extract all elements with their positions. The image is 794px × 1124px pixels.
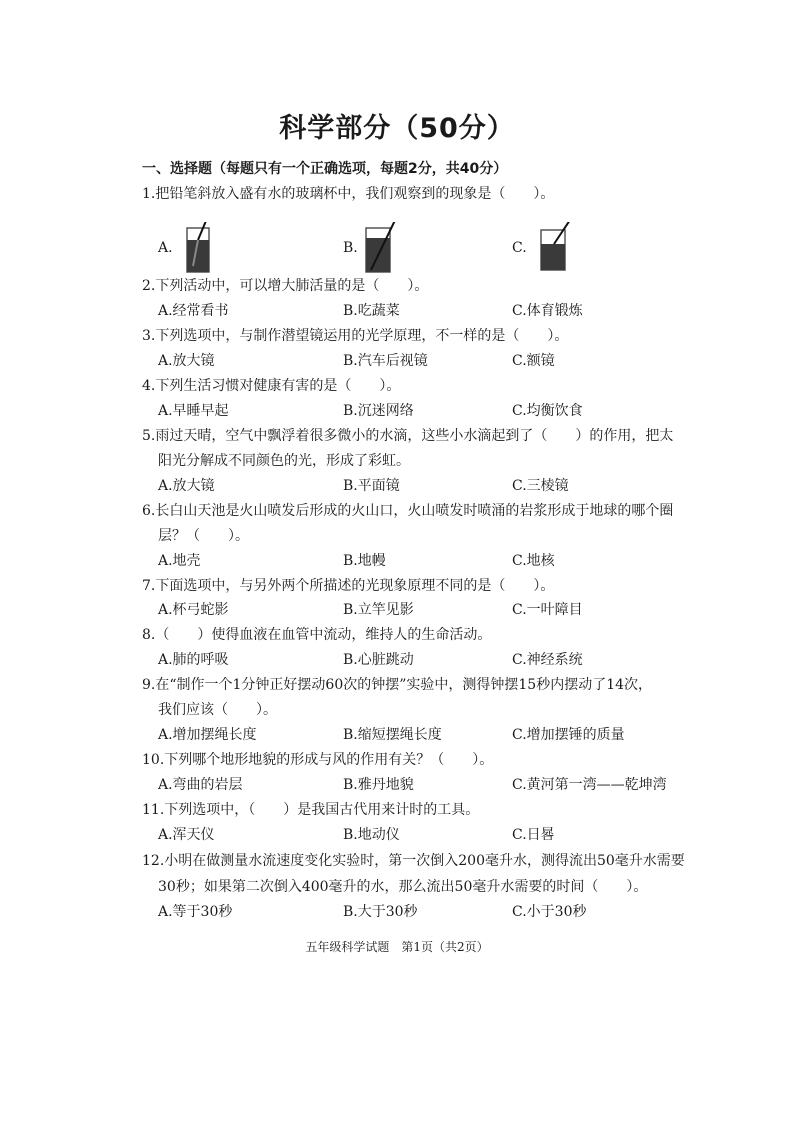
page-title: 科学部分（50分） (279, 113, 515, 144)
question-6-text-cont: 层？（ ）。 (158, 528, 249, 544)
question-11-option-c[interactable]: C.日晷 (512, 827, 555, 843)
question-10-option-a[interactable]: A.弯曲的岩层 (158, 777, 243, 793)
question-9-option-c[interactable]: C.增加摆锤的质量 (512, 727, 625, 743)
question-5-text-cont: 阳光分解成不同颜色的光，形成了彩虹。 (158, 453, 410, 469)
question-2-option-a[interactable]: A.经常看书 (158, 303, 229, 319)
question-8-text: 8.（ ）使得血液在血管中流动，维持人的生命活动。 (142, 627, 492, 643)
question-1-option-c[interactable] (512, 222, 592, 278)
question-9-text-cont: 我们应该（ ）。 (158, 702, 277, 718)
question-1-option-a[interactable] (158, 222, 228, 278)
question-4-text: 4.下列生活习惯对健康有害的是（ ）。 (142, 378, 401, 394)
question-10-option-b[interactable]: B.雅丹地貌 (343, 777, 414, 793)
question-4-option-b[interactable]: B.沉迷网络 (343, 403, 414, 419)
question-1-text: 1.把铅笔斜放入盛有水的玻璃杯中，我们观察到的现象是（ ）。 (142, 186, 555, 202)
question-9-option-a[interactable]: A.增加摆绳长度 (158, 727, 257, 743)
question-10-option-c[interactable]: C.黄河第一湾——乾坤湾 (512, 777, 667, 793)
question-12-option-c[interactable]: C.小于30秒 (512, 904, 587, 920)
question-6-option-b[interactable]: B.地幔 (343, 553, 386, 569)
pencil-in-glass-straight-image (363, 222, 403, 276)
question-6-option-c[interactable]: C.地核 (512, 553, 555, 569)
question-4-option-a[interactable]: A.早睡早起 (158, 403, 229, 419)
question-6-option-a[interactable]: A.地壳 (158, 553, 201, 569)
question-5-option-c[interactable]: C.三棱镜 (512, 478, 569, 494)
question-7-text: 7.下面选项中，与另外两个所描述的光现象原理不同的是（ ）。 (142, 578, 555, 594)
question-8-option-b[interactable]: B.心脏跳动 (343, 652, 414, 668)
question-6-text: 6.长白山天池是火山喷发后形成的火山口，火山喷发时喷涌的岩浆形成于地球的哪个圈 (142, 503, 674, 519)
page-footer: 五年级科学试题 第1页（共2页） (305, 940, 489, 954)
question-3-option-b[interactable]: B.汽车后视镜 (343, 353, 428, 369)
question-2-option-c[interactable]: C.体育锻炼 (512, 303, 583, 319)
question-12-option-b[interactable]: B.大于30秒 (343, 904, 418, 920)
question-11-text: 11.下列选项中，（ ）是我国古代用来计时的工具。 (142, 802, 480, 818)
question-5-option-b[interactable]: B.平面镜 (343, 478, 400, 494)
question-3-option-c[interactable]: C.额镜 (512, 353, 555, 369)
question-11-option-a[interactable]: A.浑天仪 (158, 827, 215, 843)
question-11-option-b[interactable]: B.地动仪 (343, 827, 400, 843)
question-2-option-b[interactable]: B.吃蔬菜 (343, 303, 400, 319)
question-10-text: 10.下列哪个地形地貌的形成与风的作用有关？（ ）。 (142, 752, 494, 768)
question-2-text: 2.下列活动中，可以增大肺活量的是（ ）。 (142, 278, 429, 294)
question-5-text: 5.雨过天晴，空气中飘浮着很多微小的水滴，这些小水滴起到了（ ）的作用，把太 (142, 428, 674, 444)
question-7-option-b[interactable]: B.立竿见影 (343, 602, 414, 618)
question-7-option-c[interactable]: C.一叶障目 (512, 602, 583, 618)
pencil-in-glass-bent-image (184, 222, 214, 276)
question-3-option-a[interactable]: A.放大镜 (158, 353, 215, 369)
question-4-option-c[interactable]: C.均衡饮食 (512, 403, 583, 419)
question-5-option-a[interactable]: A.放大镜 (158, 478, 215, 494)
question-1-option-b[interactable] (343, 222, 413, 278)
option-label: A. (158, 240, 173, 256)
option-label: C. (512, 240, 527, 256)
question-8-option-a[interactable]: A.肺的呼吸 (158, 652, 229, 668)
question-8-option-c[interactable]: C.神经系统 (512, 652, 583, 668)
question-12-option-a[interactable]: A.等于30秒 (158, 904, 233, 920)
section-heading: 一、选择题（每题只有一个正确选项，每题2分，共40分） (142, 161, 508, 177)
question-3-text: 3.下列选项中，与制作潜望镜运用的光学原理，不一样的是（ ）。 (142, 328, 569, 344)
question-12-text: 12.小明在做测量水流速度变化实验时，第一次倒入200毫升水，测得流出50毫升水需要 (142, 853, 685, 869)
question-9-option-b[interactable]: B.缩短摆绳长度 (343, 727, 442, 743)
pencil-in-glass-short-image (538, 222, 580, 276)
question-9-text: 9.在“制作一个1分钟正好摆动60次的钟摆”实验中，测得钟摆15秒内摆动了14次， (142, 677, 653, 693)
question-7-option-a[interactable]: A.杯弓蛇影 (158, 602, 229, 618)
question-12-text-cont: 30秒；如果第二次倒入400毫升的水，那么流出50毫升水需要的时间（ ）。 (158, 879, 648, 895)
option-label: B. (343, 240, 358, 256)
